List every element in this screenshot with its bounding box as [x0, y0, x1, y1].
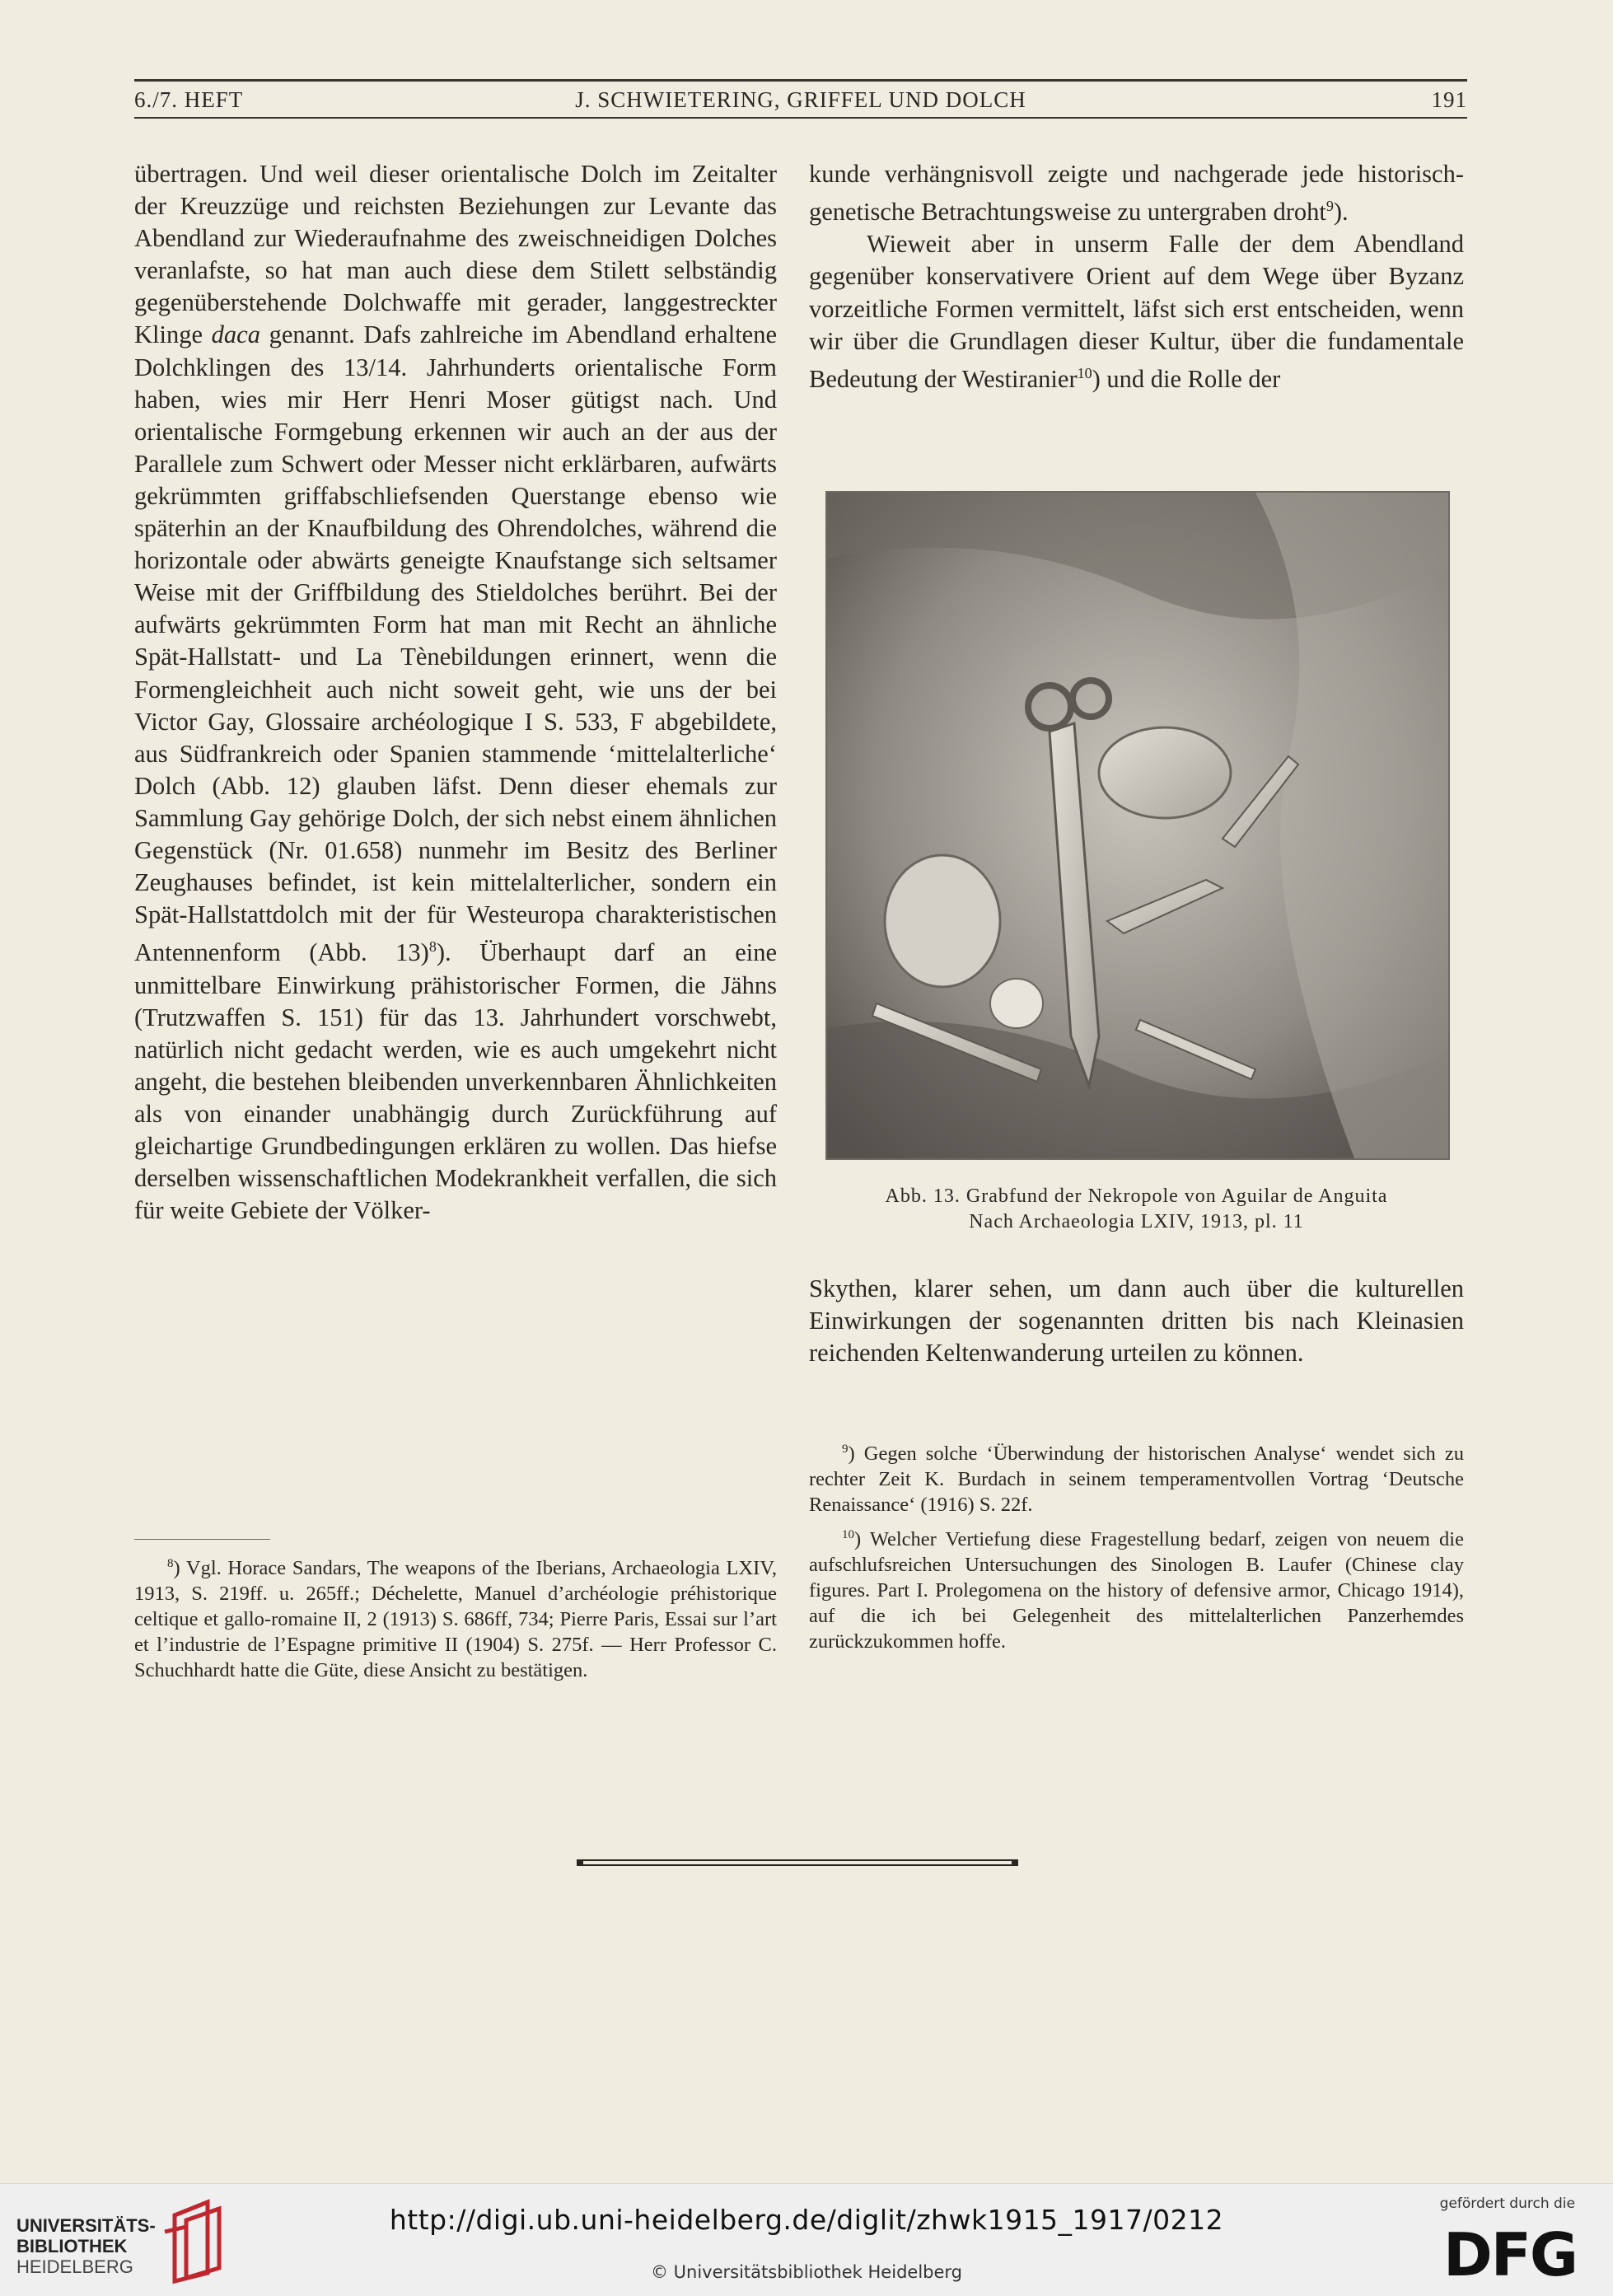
caption-line-2: Nach Archaeologia LXIV, 1913, pl. 11 — [969, 1211, 1304, 1232]
footnote-10: $^{10}$) Welcher Vertiefung diese Fragestellung bedarf, zeigen von neuem die aufschlufsreichen Untersuchungen des Sinologen B. Laufer (Chinese clay figures. Part I. Prolegomena on the history of defensive armor, Chicago 1914), auf die ich bei Gelegenheit des mittelalterlichen Panzerhemdes zurückzukommen hoffe. — [809, 1528, 1464, 1653]
end-ornament — [577, 1856, 1018, 1869]
left-column — [134, 158, 777, 1227]
right-column-top — [809, 158, 1464, 395]
footnote-8: $^8$) Vgl. Horace Sandars, The weapons of the Iberians, Archaeologia LXIV, 1913, S. 219ff. u. 265ff.; Déchelette, Manuel d’archéologie préhistorique celtique et gallo-romaine II, 2 (1913) S. 686ff, 734; Pierre Paris, Essai sur l’art et l’industrie de l’Espagne primitive II (1904) S. 275f. — Herr Professor C. Schuchhardt hatte die Güte, diese Ansicht zu bestätigen. — [134, 1557, 777, 1682]
footnote-separator — [134, 1539, 270, 1540]
figure-grave-find-photo — [825, 491, 1450, 1160]
footnotes-right — [809, 1437, 1464, 1654]
page-number: 191 — [1431, 87, 1467, 112]
header-rule-top — [134, 79, 1467, 82]
footnote-8-text: Vgl. Horace Sandars, The weapons of the Iberians, Archaeologia LXIV, 1913, S. 219ff. u. 265ff.; Déchelette, Manuel d’archéologie préhistorique celtique et gallo-romaine II, 2 (1913) S. 686ff, 734; Pierre Paris, Essai sur l’art et l’industrie de l’Espagne primitive II (1904) S. 275f. — Herr Professor C. Schuchhardt hatte die Güte, diese Ansicht zu bestätigen. — [134, 1557, 777, 1682]
small-disc-shape — [990, 979, 1043, 1028]
footnote-mark-9: 9 — [842, 1443, 849, 1456]
footnote-ref-10[interactable]: 10 — [1077, 364, 1092, 381]
footnote-ref-8[interactable]: 8 — [428, 938, 437, 956]
footnote-mark-8: 8 — [167, 1557, 174, 1570]
permalink-url[interactable]: http://digi.ub.uni-heidelberg.de/diglit/zhwk1915_1917/0212 — [389, 2204, 1224, 2236]
dfg-logo: DFG — [1442, 2220, 1577, 2289]
italic-term: daca — [211, 320, 260, 349]
photo-illustration — [827, 493, 1448, 1158]
funded-by-label: gefördert durch die — [1439, 2195, 1575, 2212]
footnote-ref-9[interactable]: 9 — [1325, 198, 1334, 215]
right-paragraph-2: Wieweit aber in unserm Falle der dem Abendland gegenüber konservativere Orient auf dem Wege über Byzanz vorzeitliche Formen vermittelt, läfst sich erst entscheiden, wenn wir über die Grundlagen dieser Kultur, über die fundamentale Bedeutung der Westiranier$^{10}$) und die Rolle der — [809, 230, 1464, 393]
library-name: UNIVERSITÄTS- BIBLIOTHEK HEIDELBERG — [16, 2215, 156, 2277]
footnote-mark-10: 10 — [842, 1528, 854, 1542]
right-column-bottom — [809, 1273, 1464, 1369]
header-rule-bottom — [134, 117, 1467, 119]
caption-line-1: Abb. 13. Grabfund der Nekropole von Aguilar de Anguita — [885, 1185, 1388, 1207]
right-paragraph-1: kunde verhängnisvoll zeigte und nachgerade jede historisch-genetische Betrachtungsweise zu untergraben droht$^9$). — [809, 160, 1464, 227]
footnote-9-text: Gegen solche ‘Überwindung der historischen Analyse‘ wendet sich zu rechter Zeit K. Burdach in seinem temperamentvollen Vortrag ‘Deutsche Renaissance‘ (1916) S. 22f. — [809, 1443, 1464, 1517]
footnote-9: $^9$) Gegen solche ‘Überwindung der historischen Analyse‘ wendet sich zu rechter Zeit K. Burdach in seinem temperamentvollen Vortrag ‘Deutsche Renaissance‘ (1916) S. 22f. — [809, 1443, 1464, 1517]
running-title: J. SCHWIETERING, GRIFFEL UND DOLCH — [575, 87, 1026, 112]
figure-caption — [809, 1184, 1464, 1235]
disc-shape — [885, 855, 1000, 987]
issue-label: 6./7. HEFT — [134, 87, 244, 112]
digitization-footer — [0, 2183, 1613, 2296]
left-paragraph: übertragen. Und weil dieser orientalische Dolch im Zeitalter der Kreuzzüge und reichsten Beziehungen zur Levante das Abendland zur Wiederaufnahme des zweischneidigen Dolches veranlafste, so hat man auch diese dem Stilett selbständig gegenüberstehende Dolchwaffe mit gerader, langgestreckter Klinge daca genannt. Dafs zahlreiche im Abendland erhaltene Dolchklingen des 13/14. Jahrhunderts orientalische Form haben, wies mir Herr Henri Moser gütigst nach. Und orientalische Formgebung erkennen wir auch an der aus der Parallele zum Schwert oder Messer nicht erklärbaren, aufwärts gekrümmten griffabschliefsenden Querstange ebenso wie späterhin an der Knaufbildung des Ohrendolches, während die horizontale oder abwärts geneigte Knaufstange sich seltsamer Weise mit der Griffbildung des Stieldolches berührt. Bei der aufwärts gekrümmten Form hat man mit Recht an ähnliche Spät-Hallstatt- und La Tènebildungen erinnert, wenn die Formengleichheit auch nicht soweit geht, wie uns der bei Victor Gay, Glossaire archéologique I S. 533, F abgebildete, aus Südfrankreich oder Spanien stammende ‘mittelalterliche‘ Dolch (Abb. 12) glauben läfst. Denn dieser ehemals zur Sammlung Gay gehörige Dolch, der sich nebst einem ähnlichen Gegenstück (Nr. 01.658) nunmehr im Besitz des Berliner Zeughauses befindet, ist kein mittelalterlicher, sondern ein Spät-Hallstattdolch mit der für Westeuropa charakteristischen Antennenform (Abb. 13)$^8$). Überhaupt darf an eine unmittelbare Einwirkung prähistorischer Formen, die Jähns (Trutzwaffen S. 151) für das 13. Jahrhundert vorschwebt, natürlich nicht gedacht werden, wie es auch umgekehrt nicht angeht, die bestehen bleibenden unverkennbaren Ähnlichkeiten als von einander unabhängig durch Zurückführung auf gleichartige Grundbedingungen erklären zu wollen. Das hiefse derselben wissenschaftlichen Modekrankheit verfallen, die sich für weite Gebiete der Völker- — [134, 160, 778, 1225]
copyright-notice: © Universitätsbibliothek Heidelberg — [650, 2262, 962, 2282]
right-paragraph-3: Skythen, klarer sehen, um dann auch über die kulturellen Einwirkungen der sogenannten dritten bis nach Kleinasien reichenden Keltenwanderung urteilen zu können. — [809, 1274, 1464, 1368]
running-header — [134, 86, 1467, 115]
footnote-10-text: Welcher Vertiefung diese Fragestellung bedarf, zeigen von neuem die aufschlufsreichen Untersuchungen des Sinologen B. Laufer (Chinese clay figures. Part I. Prolegomena on the history of defensive armor, Chicago 1914), auf die ich bei Gelegenheit des mittelalterlichen Panzerhemdes zurückzukommen hoffe. — [809, 1528, 1464, 1653]
vessel-shape — [1099, 727, 1231, 818]
